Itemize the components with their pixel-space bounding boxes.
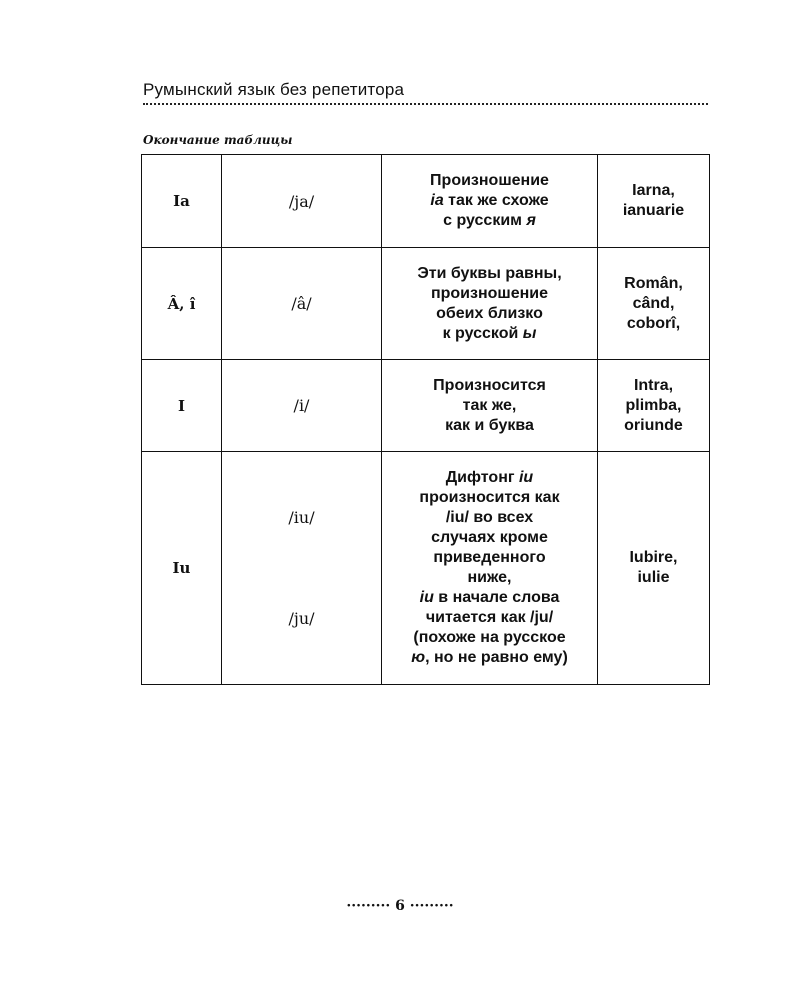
- pronunciation-table: [141, 154, 710, 685]
- header-dotted-rule: [143, 103, 708, 105]
- phonetic-cell: /i/: [222, 360, 382, 452]
- letter-cell: Ia: [142, 155, 222, 248]
- examples-cell: [598, 248, 710, 360]
- table-caption: Окончание таблицы: [143, 133, 293, 147]
- phonetic-value: /iu/: [288, 508, 315, 527]
- page-footer: [0, 898, 800, 914]
- letter-cell: I: [142, 360, 222, 452]
- phonetic-value: /ju/: [288, 609, 315, 628]
- description-cell: [382, 155, 598, 248]
- footer-dots-right: ·········: [409, 898, 454, 914]
- examples-cell: [598, 452, 710, 685]
- page-number: 6: [395, 898, 405, 914]
- description-line: случаях кроме: [431, 529, 548, 546]
- description-line: Произношение: [430, 172, 549, 189]
- description-line: произношение: [430, 284, 549, 302]
- description-line: /iu/ во всех: [445, 509, 534, 526]
- letter-cell: Iu: [142, 452, 222, 685]
- description-line: iu в начале слова: [419, 589, 560, 606]
- description-line: ниже,: [467, 569, 512, 586]
- example-word: iulie: [637, 569, 670, 586]
- table-row: [142, 360, 710, 452]
- description-line: так же,: [462, 396, 517, 414]
- description-line: Эти буквы равны,: [417, 264, 562, 282]
- letter-cell: Â, î: [142, 248, 222, 360]
- table-row: [142, 155, 710, 248]
- running-title: Румынский язык без репетитора: [143, 80, 405, 99]
- description-line: обеих близко: [436, 304, 543, 322]
- examples-cell: [598, 155, 710, 248]
- description-line: Произносится: [433, 376, 546, 394]
- footer-dots-left: ·········: [346, 898, 391, 914]
- phonetic-cell: [222, 452, 382, 685]
- description-line: как и буква: [445, 416, 534, 434]
- description-line: произносится как: [419, 489, 560, 506]
- example-word: oriunde: [624, 416, 683, 434]
- description-line: ю, но не равно ему): [411, 649, 568, 666]
- description-line: (похоже на русское: [413, 629, 566, 646]
- example-word: ianuarie: [622, 202, 685, 219]
- example-word: plimba,: [625, 396, 682, 414]
- table-row: [142, 248, 710, 360]
- description-cell: [382, 360, 598, 452]
- table-row: [142, 452, 710, 685]
- description-line: к русской ы: [442, 324, 537, 342]
- description-line: с русским я: [443, 212, 536, 229]
- description-line: приведенного: [433, 549, 546, 566]
- description-line: читается как /ju/: [425, 609, 554, 626]
- phonetic-cell: /â/: [222, 248, 382, 360]
- example-word: Român,: [624, 274, 683, 292]
- description-line: Дифтонг iu: [445, 469, 534, 486]
- example-word: Iubire,: [629, 549, 678, 566]
- example-word: coborî,: [626, 314, 681, 332]
- description-cell: [382, 248, 598, 360]
- phonetic-cell: /ja/: [222, 155, 382, 248]
- examples-cell: [598, 360, 710, 452]
- description-line: ia так же схоже: [430, 192, 549, 209]
- example-word: Iarna,: [632, 182, 675, 199]
- description-cell: [382, 452, 598, 685]
- example-word: când,: [632, 294, 675, 312]
- example-word: Intra,: [633, 376, 674, 394]
